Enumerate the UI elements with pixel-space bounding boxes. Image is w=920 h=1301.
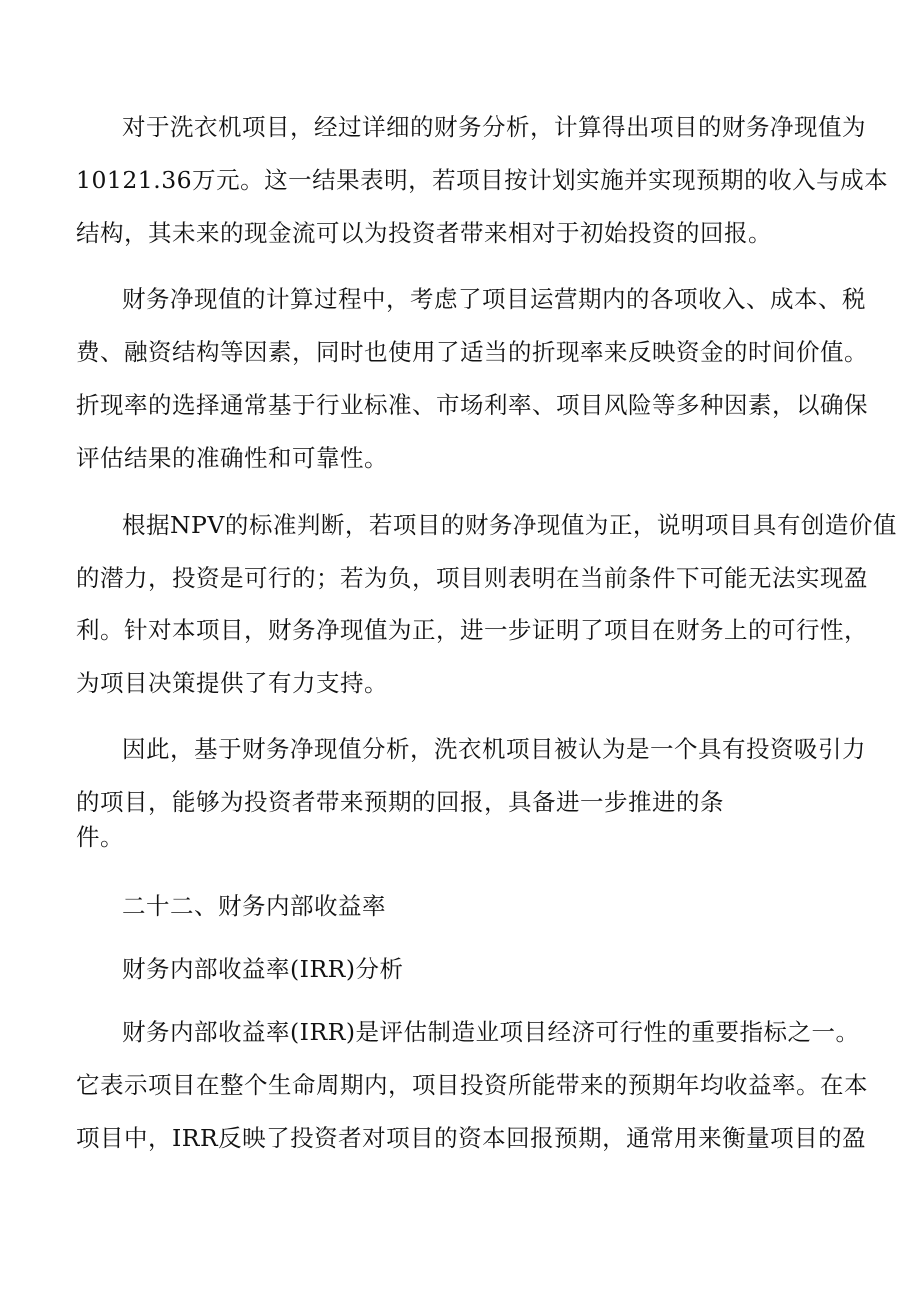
paragraph-1-line-2: 10121.36万元。这一结果表明，若项目按计划实施并实现预期的收入与成本 [76,166,889,194]
paragraph-3-line-4: 为项目决策提供了有力支持。 [76,669,388,697]
irr-paragraph-line-3: 项目中，IRR反映了投资者对项目的资本回报预期，通常用来衡量项目的盈 [76,1124,867,1152]
paragraph-2-line-4: 评估结果的准确性和可靠性。 [76,444,388,472]
paragraph-4-line-3: 件。 [76,823,124,851]
section-heading: 二十二、财务内部收益率 [122,892,386,920]
paragraph-4-line-1: 因此，基于财务净现值分析，洗衣机项目被认为是一个具有投资吸引力 [122,735,866,763]
paragraph-3-line-1: 根据NPV的标准判断，若项目的财务净现值为正，说明项目具有创造价值 [122,511,897,539]
paragraph-1-line-1: 对于洗衣机项目，经过详细的财务分析，计算得出项目的财务净现值为 [122,113,866,141]
paragraph-4-line-2: 的项目，能够为投资者带来预期的回报，具备进一步推进的条 [76,788,724,816]
paragraph-2-line-2: 费、融资结构等因素，同时也使用了适当的折现率来反映资金的时间价值。 [76,338,868,366]
paragraph-2-line-1: 财务净现值的计算过程中，考虑了项目运营期内的各项收入、成本、税 [122,285,866,313]
paragraph-2-line-3: 折现率的选择通常基于行业标准、市场利率、项目风险等多种因素，以确保 [76,391,868,419]
subheading: 财务内部收益率(IRR)分析 [122,955,404,983]
paragraph-3-line-2: 的潜力，投资是可行的；若为负，项目则表明在当前条件下可能无法实现盈 [76,564,868,592]
paragraph-1-line-3: 结构，其未来的现金流可以为投资者带来相对于初始投资的回报。 [76,219,772,247]
paragraph-3-line-3: 利。针对本项目，财务净现值为正，进一步证明了项目在财务上的可行性， [76,616,868,644]
irr-paragraph-line-1: 财务内部收益率(IRR)是评估制造业项目经济可行性的重要指标之一。 [122,1018,860,1046]
irr-paragraph-line-2: 它表示项目在整个生命周期内，项目投资所能带来的预期年均收益率。在本 [76,1071,868,1099]
